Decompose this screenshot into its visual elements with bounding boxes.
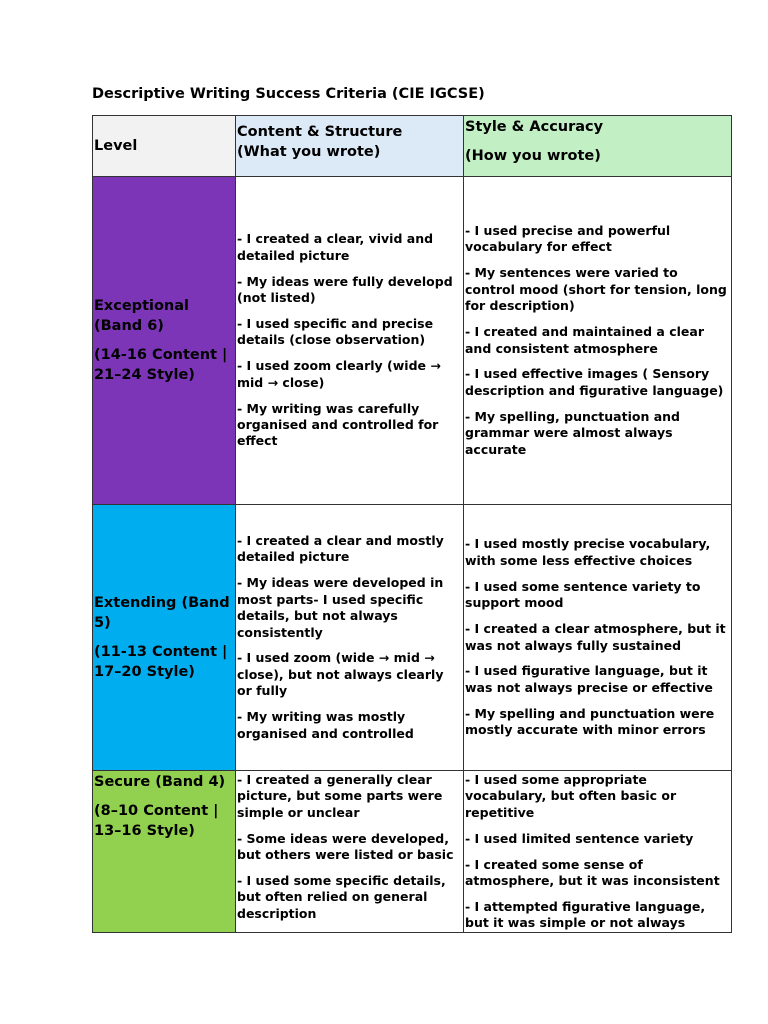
document-title: Descriptive Writing Success Criteria (CIE IGCSE) xyxy=(92,86,485,102)
criterion-item: - I used some specific details, but often relied on general description xyxy=(237,873,446,921)
criterion-item: - I created a clear atmosphere, but it was not always fully sustained xyxy=(465,621,726,653)
content-criteria-cell xyxy=(236,505,464,771)
level-cell-secure xyxy=(93,771,236,933)
header-level-cell xyxy=(93,116,236,177)
criterion-item: - Some ideas were developed, but others were listed or basic xyxy=(237,830,454,863)
criterion-item: - I attempted figurative language, but it was simple or not always xyxy=(465,898,706,931)
level-cell-extending xyxy=(93,505,236,771)
criterion-item: - My spelling, punctuation and grammar were almost always accurate xyxy=(465,408,680,457)
style-criteria-cell xyxy=(464,505,732,771)
header-style-subtitle: (How you wrote) xyxy=(465,148,601,164)
content-criteria-cell xyxy=(236,177,464,505)
criterion-item: - I used precise and powerful vocabulary for effect xyxy=(465,223,671,255)
criterion-item: - I used mostly precise vocabulary, with some less effective choices xyxy=(465,536,711,568)
header-level-label: Level xyxy=(94,138,138,154)
criterion-item: - I created and maintained a clear and consistent atmosphere xyxy=(465,324,704,356)
criterion-item: - I used figurative language, but it was not always precise or effective xyxy=(465,663,713,695)
criterion-item: - I created a clear and mostly detailed picture xyxy=(237,533,444,565)
criterion-item: - I created some sense of atmosphere, but it was inconsistent xyxy=(465,856,720,889)
content-criteria-cell xyxy=(236,771,464,933)
level-marks: (11-13 Content | 17–20 Style) xyxy=(94,644,228,680)
band-row-extending xyxy=(93,505,732,771)
success-criteria-table xyxy=(92,115,732,933)
criterion-item: - My spelling and punctuation were mostly accurate with minor errors xyxy=(465,705,715,738)
level-name: Secure (Band 4) xyxy=(94,774,226,790)
level-cell-exceptional xyxy=(93,177,236,505)
criterion-item: - My sentences were varied to control mood (short for tension, long for description) xyxy=(465,265,727,314)
criterion-item: - I used limited sentence variety xyxy=(465,830,694,846)
criterion-item: - My ideas were developed in most parts- I used specific details, but not always consistently xyxy=(237,575,444,640)
level-name: Extending (Band 5) xyxy=(94,595,230,631)
criterion-item: - I used some sentence variety to support mood xyxy=(465,578,701,611)
table-header-row xyxy=(93,116,732,177)
criterion-item: - I used zoom (wide → mid → close), but not always clearly or fully xyxy=(237,650,444,699)
level-marks: (14-16 Content | 21–24 Style) xyxy=(94,347,228,383)
criterion-item: - I used specific and precise details (close observation) xyxy=(237,315,434,348)
criterion-item: - My ideas were fully developd (not listed) xyxy=(237,273,453,305)
style-criteria-cell xyxy=(464,771,732,933)
style-criteria-cell xyxy=(464,177,732,505)
criterion-item: - I used effective images ( Sensory description and figurative language) xyxy=(465,366,724,398)
header-content-cell xyxy=(236,116,464,177)
band-row-secure xyxy=(93,771,732,933)
band-row-exceptional xyxy=(93,177,732,505)
header-style-cell xyxy=(464,116,732,177)
criterion-item: - I used some appropriate vocabulary, but often basic or repetitive xyxy=(465,772,677,820)
criterion-item: - I created a generally clear picture, but some parts were simple or unclear xyxy=(237,772,443,820)
header-content-subtitle: (What you wrote) xyxy=(237,144,381,160)
criterion-item: - My writing was mostly organised and controlled xyxy=(237,709,414,741)
level-name: Exceptional (Band 6) xyxy=(94,298,190,334)
criterion-item: - My writing was carefully organised and controlled for effect xyxy=(237,400,439,449)
header-content-title: Content & Structure xyxy=(237,124,403,140)
criterion-item: - I created a clear, vivid and detailed picture xyxy=(237,231,434,263)
level-marks: (8–10 Content | 13–16 Style) xyxy=(94,803,219,839)
criterion-item: - I used zoom clearly (wide → mid → close) xyxy=(237,358,441,390)
header-style-title: Style & Accuracy xyxy=(465,119,604,135)
